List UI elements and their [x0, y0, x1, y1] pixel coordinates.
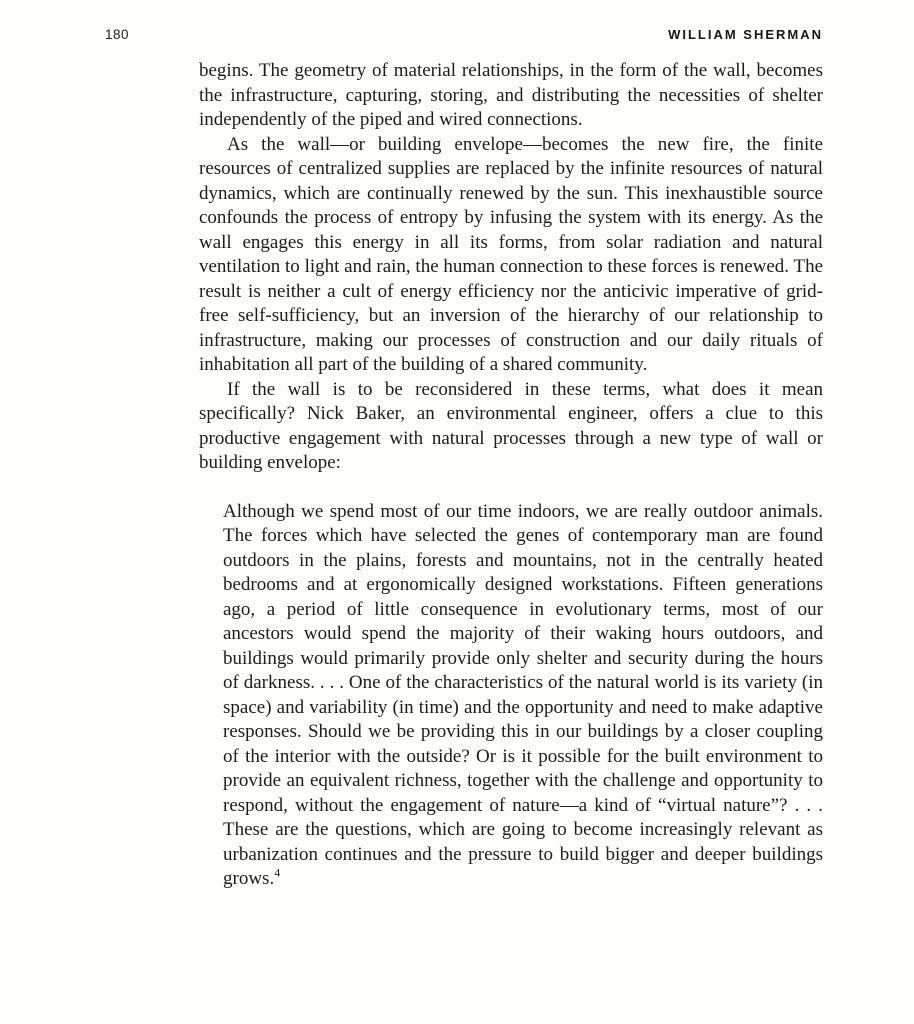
block-quote-text: Although we spend most of our time indoors, we are really outdoor animals. The forces which have selected the genes of contemporary man are found outdoors in the plains, forests and mountains, not in the centrally heated bedrooms and at ergonomically designed workstations. Fifteen generations ago, a period of little consequence in evolutionary terms, most of our ancestors would spend the majority of their waking hours outdoors, and buildings would primarily provide only shelter and security during the hours of darkness. . . . One of the characteristics of the natural world is its variety (in space) and variability (in time) and the opportunity and need to make adaptive responses. Should we be providing this in our buildings by a closer coupling of the interior with the outside? Or is it possible for the built environment to provide an equivalent richness, together with the challenge and opportunity to respond, without the engagement of nature—a kind of “virtual nature”? . . . These are the questions, which are going to become increasingly relevant as urbanization continues and the pressure to build bigger and deeper buildings grows.: [223, 500, 823, 889]
paragraph-2: As the wall—or building envelope—becomes the new fire, the finite resources of centralized supplies are replaced by the infinite resources of natural dynamics, which are continually renewed by the sun. This inexhaustible source confounds the process of entropy by infusing the system with its energy. As the wall engages this energy in all its forms, from solar radiation and natural ventilation to light and rain, the human connection to these forces is renewed. The result is neither a cult of energy efficiency nor the anticivic imperative of grid-free self-sufficiency, but an inversion of the hierarchy of our relationship to infrastructure, making our processes of construction and our daily rituals of inhabitation all part of the building of a shared community.: [199, 133, 823, 375]
page-number: 180: [105, 27, 130, 42]
footnote-reference: 4: [274, 865, 281, 880]
text-block: [199, 59, 823, 892]
running-header-title: WILLIAM SHERMAN: [668, 27, 823, 42]
paragraph-3: If the wall is to be reconsidered in these terms, what does it mean specifically? Nick Baker, an environmental engineer, offers a clue to this productive engagement with natural processes through a new type of wall or building envelope:: [199, 378, 823, 473]
page-header: [105, 27, 823, 42]
block-quote: [223, 500, 823, 892]
paragraph-1: begins. The geometry of material relationships, in the form of the wall, becomes the infrastructure, capturing, storing, and distributing the necessities of shelter independently of the piped and wired connections.: [199, 60, 823, 130]
